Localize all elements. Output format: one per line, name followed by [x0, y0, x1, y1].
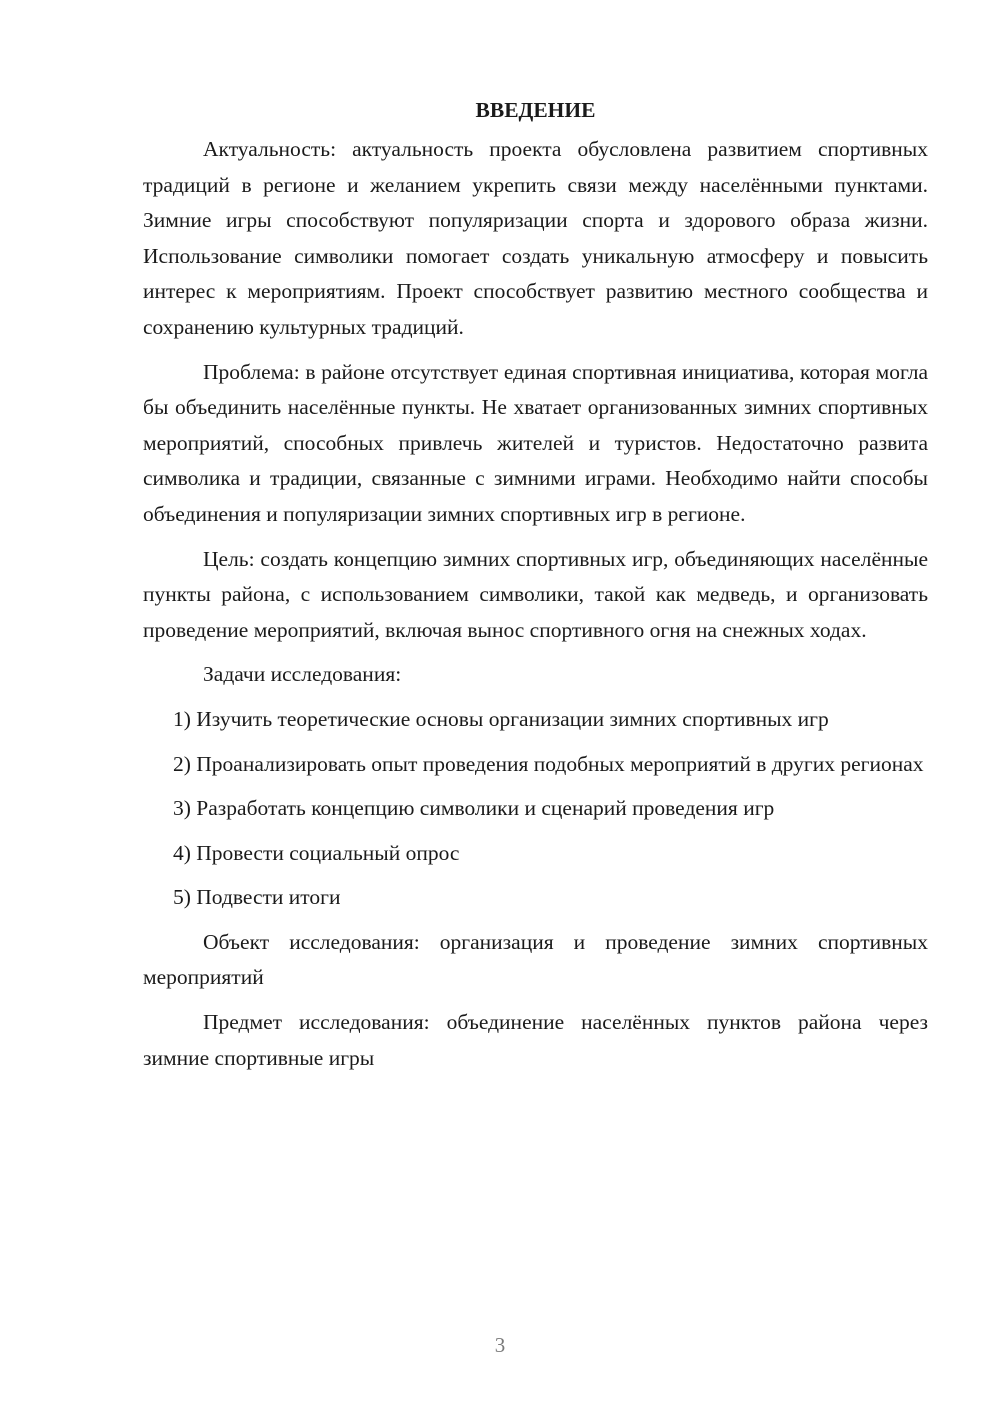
goal-paragraph: Цель: создать концепцию зимних спортивных игр, объединяющих населённые пункты района, с использованием символики, такой как медведь, и организовать проведение мероприятий, включая вынос спортивного огня на снежных ходах.	[143, 546, 928, 642]
research-subject-paragraph: Предмет исследования: объединение населённых пунктов района через зимние спортивные игры	[143, 1010, 928, 1070]
problem-paragraph: Проблема: в районе отсутствует единая спортивная инициатива, которая могла бы объединить населённые пункты. Не хватает организованных зимних спортивных мероприятий, способных привлечь жителей и туристов. Недостаточно развита символика и традиции, связанные с зимними играми. Необходимо найти способы объединения и популяризации зимних спортивных игр в регионе.	[143, 359, 928, 526]
tasks-heading: Задачи исследования:	[203, 662, 402, 687]
section-title: ВВЕДЕНИЕ	[475, 98, 596, 122]
list-item: 4) Провести социальный опрос	[173, 840, 460, 865]
relevance-paragraph: Актуальность: актуальность проекта обусловлена развитием спортивных традиций в регионе и желанием укрепить связи между населёнными пунктами. Зимние игры способствуют популяризации спорта и здорового образа жизни. Использование символики помогает создать уникальную атмосферу и повысить интерес к мероприятиям. Проект способствует развитию местного сообщества и сохранению культурных традиций.	[143, 137, 928, 339]
tasks-list	[143, 702, 928, 916]
document-page	[143, 92, 928, 1076]
list-item: 2) Проанализировать опыт проведения подобных мероприятий в других регионах	[173, 751, 924, 776]
list-item: 3) Разработать концепцию символики и сценарий проведения игр	[173, 796, 775, 821]
research-object-paragraph: Объект исследования: организация и проведение зимних спортивных мероприятий	[143, 929, 928, 990]
list-item: 5) Подвести итоги	[173, 885, 341, 910]
page-number: 3	[494, 1333, 506, 1357]
list-item: 1) Изучить теоретические основы организации зимних спортивных игр	[173, 706, 829, 731]
